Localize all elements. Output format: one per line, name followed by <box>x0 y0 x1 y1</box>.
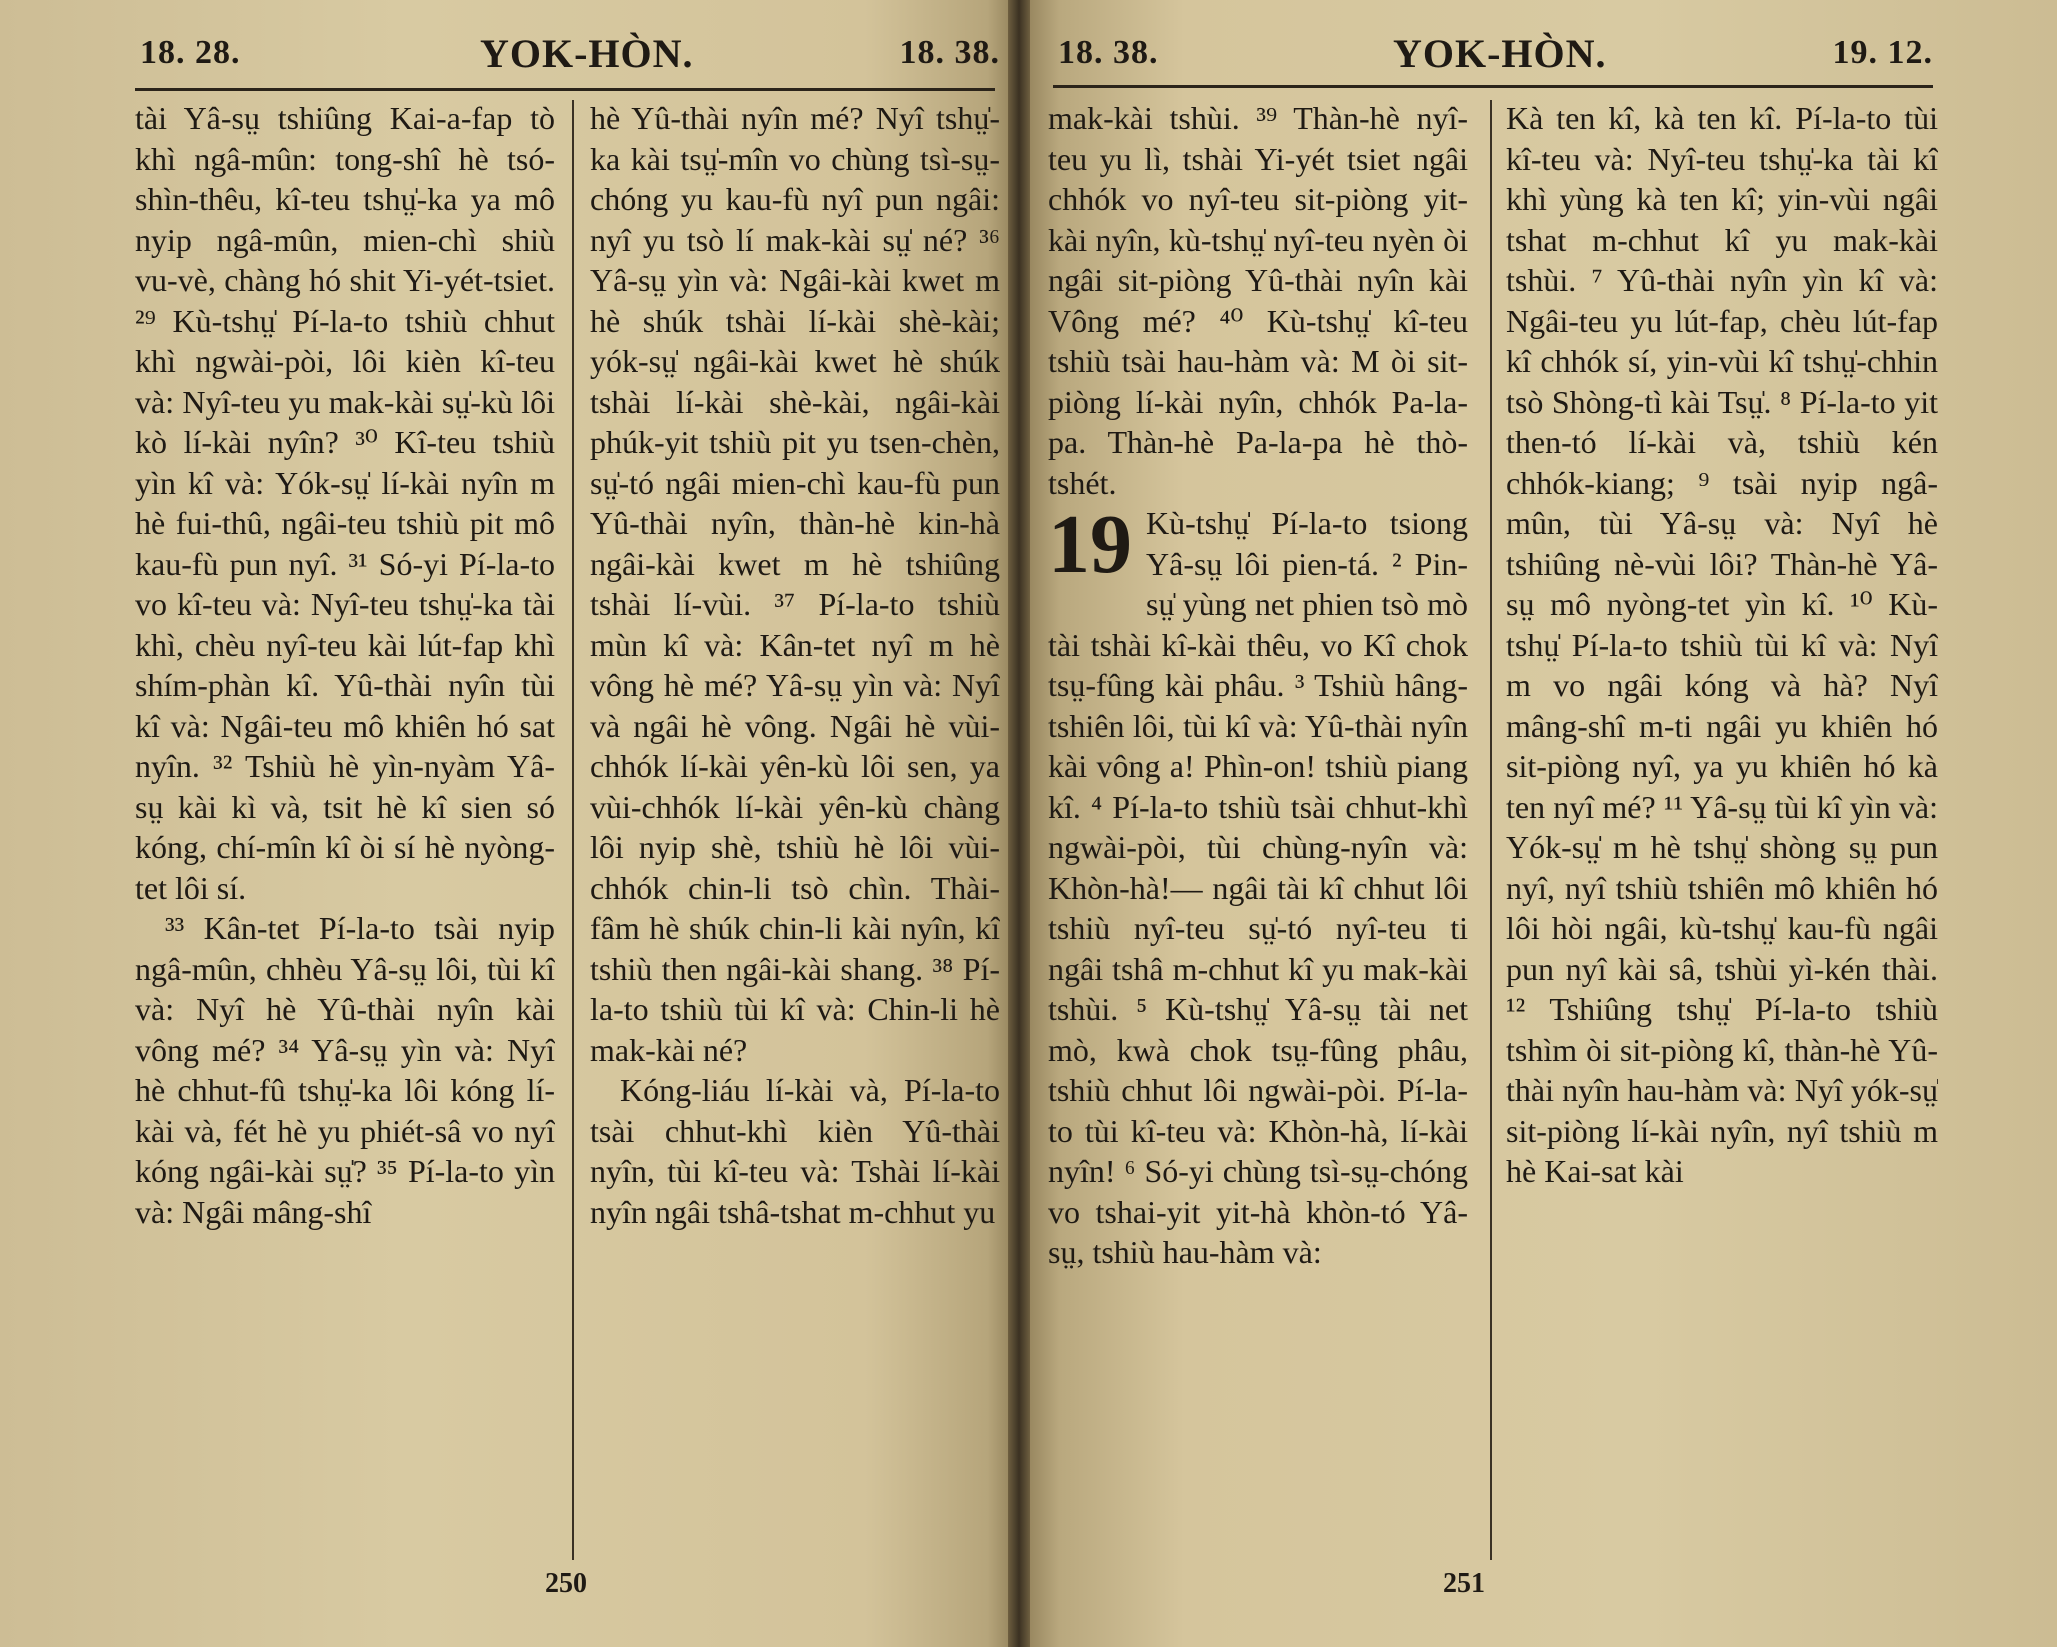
header-rule <box>135 88 995 91</box>
chapter-verse-start: 18. 28. <box>140 34 241 71</box>
header-rule <box>1053 85 1933 88</box>
paragraph <box>1048 498 1468 1273</box>
book-gutter <box>1008 0 1030 1647</box>
text-column-2 <box>1506 98 1938 1558</box>
chapter-opening-text: Kù-tshṳ̍ Pí-la-to tsiong Yâ-sṳ lôi pien-tá. ² Pin-sṳ̍ yùng net phien tsò mò tài tshài kî-kài thêu, vo Kî chok tsṳ-fûng kài phâu. ³ Tshiù hâng-tshiên lôi, tùi kî và: Yû-thài nyîn kài vông a! Phìn-on! tshiù piang kî. ⁴ Pí-la-to tshiù tsài chhut-khì ngwài-pòi, tùi chùng-nyîn và: Khòn-hà!— ngâi tài kî chhut lôi tshiù nyî-teu sṳ̍-tó nyî-teu ti ngâi tshâ m-chhut kî yu mak-kài tshùi. ⁵ Kù-tshṳ̍ Yâ-sṳ tài net mò, kwà chok tsṳ-fûng phâu, tshiù chhut lôi ngwài-pòi. Pí-la-to tùi kî-teu và: Khòn-hà, lí-kài nyîn! ⁶ Só-yi chùng tsì-sṳ-chóng vo tshai-yit yit-hà khòn-tó Yâ-sṳ, tshiù hau-hàm và: <box>1048 505 1468 1270</box>
chapter-verse-start: 18. 38. <box>1058 34 1159 71</box>
page-number: 251 <box>1443 1568 1485 1599</box>
right-page <box>1018 0 2057 1647</box>
running-head-right <box>1058 30 1933 80</box>
page-number: 250 <box>545 1568 587 1599</box>
paragraph: mak-kài tshùi. ³⁹ Thàn-hè nyî-teu yu lì, tshài Yi-yét tsiet ngâi chhók vo nyî-teu sit-piòng yit-kài nyîn, kù-tshṳ̍ nyî-teu nyèn òi ngâi sit-piòng Yû-thài nyîn kài Vông mé? ⁴⁰ Kù-tshṳ̍ kî-teu tshiù tsài hau-hàm và: M òi sit-piòng lí-kài nyîn, chhók Pa-la-pa. Thàn-hè Pa-la-pa hè thò-tshét. <box>1048 100 1468 501</box>
paragraph: Kóng-liáu lí-kài và, Pí-la-to tsài chhut-khì kièn Yû-thài nyîn, tùi kî-teu và: Tshài lí-kài nyîn ngâi tshâ-tshat m-chhut yu <box>590 1072 1000 1230</box>
paragraph: ³³ Kân-tet Pí-la-to tsài nyip ngâ-mûn, chhèu Yâ-sṳ lôi, tùi kî và: Nyî hè Yû-thài nyîn kài vông mé? ³⁴ Yâ-sṳ yìn và: Nyî hè chhut-fû tshṳ̍-ka lôi kóng lí-kài và, fét hè yu phiét-sâ vo nyî kóng ngâi-kài sṳ̍? ³⁵ Pí-la-to yìn và: Ngâi mâng-shî <box>135 910 555 1230</box>
chapter-number: 19 <box>1048 498 1132 591</box>
text-column-2 <box>590 98 1000 1558</box>
text-column-1 <box>135 98 555 1558</box>
column-divider <box>572 100 574 1560</box>
text-column-1 <box>1048 98 1468 1558</box>
chapter-verse-end: 18. 38. <box>899 34 1000 71</box>
paragraph: tài Yâ-sṳ tshiûng Kai-a-fap tò khì ngâ-mûn: tong-shî hè tsó-shìn-thêu, kî-teu tshṳ̍-ka ya mô nyip ngâ-mûn, mien-chì shiù vu-vè, chàng hó shit Yi-yét-tsiet. ²⁹ Kù-tshṳ̍ Pí-la-to tshiù chhut khì ngwài-pòi, lôi kièn kî-teu và: Nyî-teu yu mak-kài sṳ̍-kù lôi kò lí-kài nyîn? ³⁰ Kî-teu tshiù yìn kî và: Yók-sṳ̍ lí-kài nyîn m hè fui-thû, ngâi-teu tshiù pit mô kau-fù pun nyî. ³¹ Só-yi Pí-la-to vo kî-teu và: Nyî-teu tshṳ̍-ka tài khì, chèu nyî-teu kài lút-fap khì shím-phàn kî. Yû-thài nyîn tùi kî và: Ngâi-teu mô khiên hó sat nyîn. ³² Tshiù hè yìn-nyàm Yâ-sṳ kài kì và, tsit hè kî sien só kóng, chí-mîn kî òi sí hè nyòng-tet lôi sí. <box>135 100 555 906</box>
paragraph: Kà ten kî, kà ten kî. Pí-la-to tùi kî-teu và: Nyî-teu tshṳ̍-ka tài kî khì yùng kà ten kî; yin-vùi ngâi tshat m-chhut kî yu mak-kài tshùi. ⁷ Yû-thài nyîn yìn kî và: Ngâi-teu yu lút-fap, chèu lút-fap kî chhók sí, yin-vùi kî tshṳ̍-chhin tsò Shòng-tì kài Tsṳ̍. ⁸ Pí-la-to yit then-tó lí-kài và, tshiù kén chhók-kiang; ⁹ tsài nyip ngâ-mûn, tùi Yâ-sṳ và: Nyî hè tshiûng nè-vùi lôi? Thàn-hè Yâ-sṳ mô nyòng-tet yìn kî. ¹⁰ Kù-tshṳ̍ Pí-la-to tshiù tùi kî và: Nyî m vo ngâi kóng và hà? Nyî mâng-shî m-ti ngâi yu khiên hó sit-piòng nyî, ya yu khiên hó kà ten nyî mé? ¹¹ Yâ-sṳ tùi kî yìn và: Yók-sṳ̍ m hè tshṳ̍ shòng sṳ pun nyî, nyî tshiù tshiên mô khiên hó lôi hòi ngâi, kù-tshṳ̍ kau-fù ngâi pun nyî kài sâ, tshùi yì-kén thài. ¹² Tshiûng tshṳ̍ Pí-la-to tshiù tshìm òi sit-piòng kî, thàn-hè Yû-thài nyîn hau-hàm và: Nyî yók-sṳ̍ sit-piòng lí-kài nyîn, nyî tshiù m hè Kai-sat kài <box>1506 100 1938 1189</box>
chapter-verse-end: 19. 12. <box>1832 34 1933 71</box>
running-head-left <box>140 30 1000 80</box>
book-title: YOK-HÒN. <box>1393 31 1607 76</box>
left-page <box>0 0 1018 1647</box>
book-title: YOK-HÒN. <box>480 31 694 76</box>
column-divider <box>1490 100 1492 1560</box>
paragraph: hè Yû-thài nyîn mé? Nyî tshṳ̍-ka kài tsṳ̍-mîn vo chùng tsì-sṳ-chóng yu kau-fù nyî pun ngâi: nyî yu tsò lí mak-kài sṳ̍ né? ³⁶ Yâ-sṳ yìn và: Ngâi-kài kwet m hè shúk tshài lí-kài shè-kài; yók-sṳ̍ ngâi-kài kwet hè shúk tshài lí-kài shè-kài, ngâi-kài phúk-yit tshiù pit yu tsen-chèn, sṳ̍-tó ngâi mien-chì kau-fù pun Yû-thài nyîn, thàn-hè kin-hà ngâi-kài kwet m hè tshiûng tshài lí-vùi. ³⁷ Pí-la-to tshiù mùn kî và: Kân-tet nyî m hè vông hè mé? Yâ-sṳ yìn và: Nyî và ngâi hè vông. Ngâi hè vùi-chhók lí-kài yên-kù lôi sen, ya vùi-chhók lí-kài yên-kù chàng lôi nyip shè, tshiù hè lôi vùi-chhók chin-li tsò chìn. Thài-fâm hè shúk chin-li kài nyîn, kî tshiù then ngâi-kài shang. ³⁸ Pí-la-to tshiù tùi kî và: Chin-li hè mak-kài né? <box>590 100 1000 1068</box>
